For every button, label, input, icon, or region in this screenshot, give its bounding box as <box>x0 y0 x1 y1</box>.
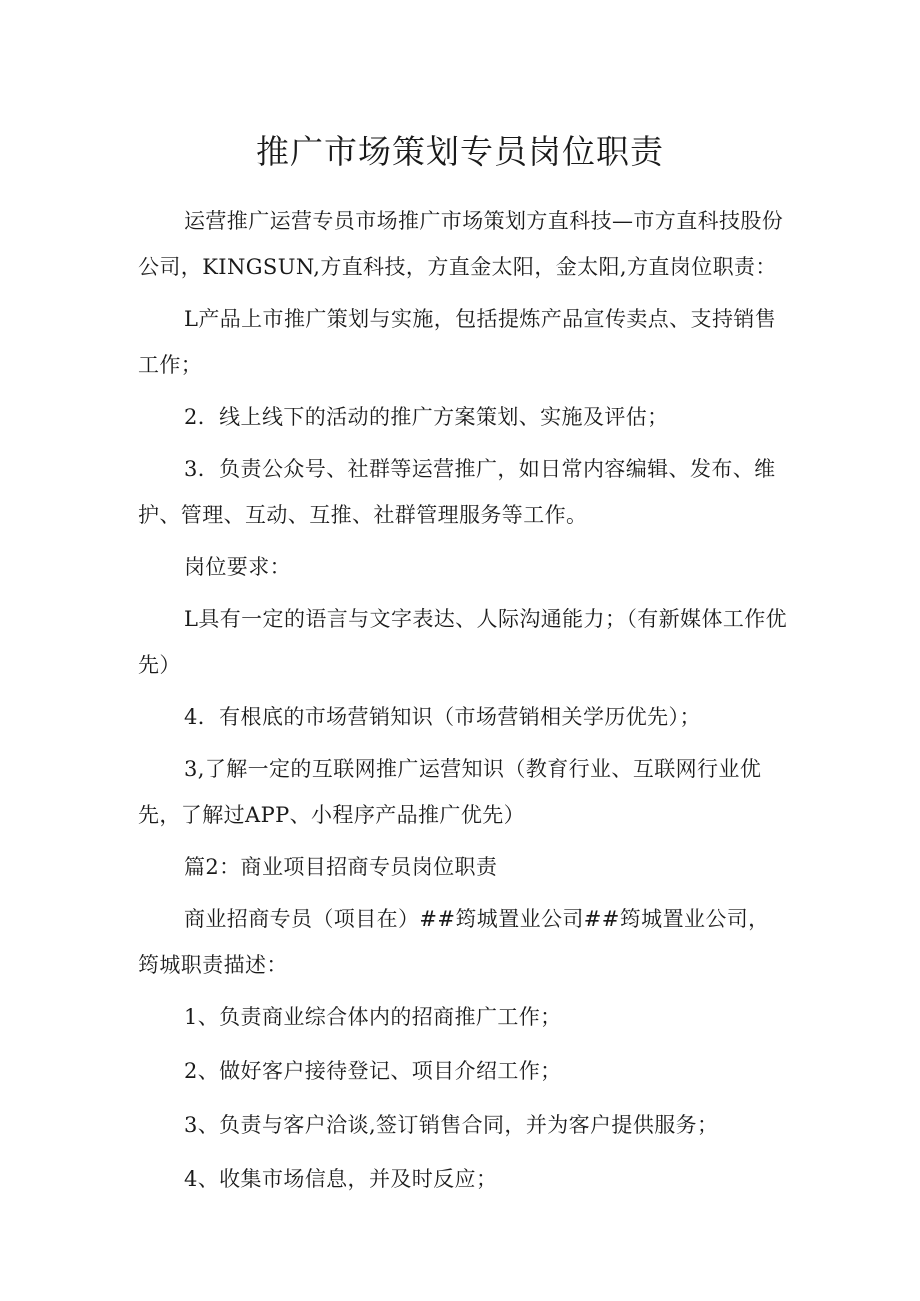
paragraph-section-2-duty-1: 1、负责商业综合体内的招商推广工作； <box>184 1005 562 1029</box>
paragraph-requirement-3: 3,了解一定的互联网推广运营知识（教育行业、互联网行业优先，了解过APP、小程序产品推广优先） <box>138 757 762 827</box>
paragraph-intro: 运营推广运营专员市场推广市场策划方直科技—市方直科技股份公司，KINGSUN,方直科技，方直金太阳，金太阳,方直岗位职责： <box>138 209 784 279</box>
document-title: 推广市场策划专员岗位职责 <box>256 132 664 171</box>
paragraph-duty-3: 3．负责公众号、社群等运营推广，如日常内容编辑、发布、维护、管理、互动、互推、社群管理服务等工作。 <box>138 457 776 527</box>
paragraph-requirement-2: 4．有根底的市场营销知识（市场营销相关学历优先）； <box>184 705 701 729</box>
paragraph-section-2-intro: 商业招商专员（项目在）##筠城置业公司##筠城置业公司，筠城职责描述： <box>138 907 770 977</box>
paragraph-duty-2: 2．线上线下的活动的推广方案策划、实施及评估； <box>184 405 669 429</box>
paragraph-section-2-duty-4: 4、收集市场信息，并及时反应； <box>184 1167 498 1191</box>
paragraph-requirements-heading: 岗位要求： <box>184 555 291 579</box>
paragraph-section-2-heading: 篇2：商业项目招商专员岗位职责 <box>184 855 498 879</box>
paragraph-section-2-duty-3: 3、负责与客户洽谈,签订销售合同，并为客户提供服务； <box>184 1113 719 1137</box>
paragraph-requirement-1: L具有一定的语言与文字表达、人际沟通能力；（有新媒体工作优先） <box>138 607 788 677</box>
paragraph-duty-1: L产品上市推广策划与实施，包括提炼产品宣传卖点、支持销售工作； <box>138 307 777 377</box>
paragraph-section-2-duty-2: 2、做好客户接待登记、项目介绍工作； <box>184 1059 562 1083</box>
document-body <box>138 198 788 1210</box>
